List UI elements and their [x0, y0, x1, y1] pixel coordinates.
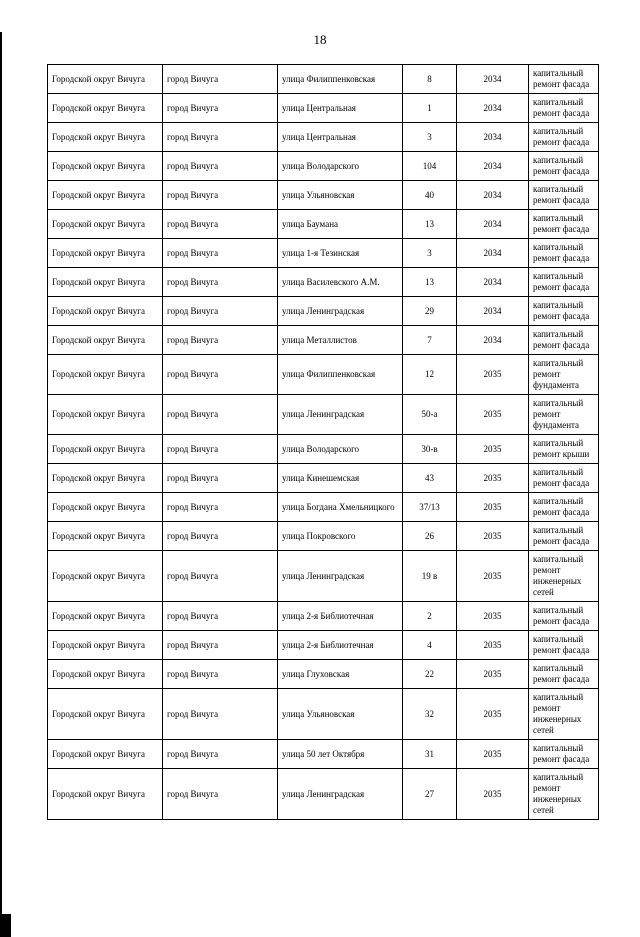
cell-street: улица Ленинградская [278, 769, 403, 820]
scan-artifact [0, 914, 11, 937]
cell-year: 2034 [457, 268, 529, 297]
cell-district: Городской округ Вичуга [48, 65, 163, 94]
cell-house: 7 [403, 326, 457, 355]
cell-year: 2035 [457, 769, 529, 820]
cell-street: улица Ленинградская [278, 551, 403, 602]
cell-house: 50-а [403, 395, 457, 435]
cell-city: город Вичуга [163, 152, 278, 181]
table-row [48, 268, 599, 297]
cell-year: 2035 [457, 631, 529, 660]
cell-work: капитальный ремонт фасада [529, 239, 599, 268]
cell-work: капитальный ремонт фасада [529, 522, 599, 551]
cell-street: улица Ленинградская [278, 395, 403, 435]
cell-street: улица Володарского [278, 435, 403, 464]
cell-year: 2035 [457, 602, 529, 631]
table-row [48, 689, 599, 740]
cell-district: Городской округ Вичуга [48, 268, 163, 297]
maintenance-table-body [48, 65, 599, 820]
cell-work: капитальный ремонт фасада [529, 152, 599, 181]
cell-street: улица Володарского [278, 152, 403, 181]
cell-district: Городской округ Вичуга [48, 395, 163, 435]
cell-street: улица Филиппенковская [278, 355, 403, 395]
cell-year: 2035 [457, 689, 529, 740]
cell-city: город Вичуга [163, 123, 278, 152]
table-row [48, 355, 599, 395]
cell-city: город Вичуга [163, 631, 278, 660]
cell-work: капитальный ремонт крыши [529, 435, 599, 464]
cell-city: город Вичуга [163, 551, 278, 602]
table-row [48, 602, 599, 631]
cell-city: город Вичуга [163, 65, 278, 94]
cell-year: 2034 [457, 210, 529, 239]
cell-year: 2034 [457, 152, 529, 181]
scan-edge-line [0, 32, 2, 937]
cell-city: город Вичуга [163, 602, 278, 631]
cell-street: улица 2-я Библиотечная [278, 602, 403, 631]
cell-street: улица Глуховская [278, 660, 403, 689]
cell-house: 12 [403, 355, 457, 395]
table-row [48, 769, 599, 820]
cell-house: 13 [403, 268, 457, 297]
cell-work: капитальный ремонт инженерных сетей [529, 689, 599, 740]
cell-year: 2034 [457, 239, 529, 268]
table-row [48, 522, 599, 551]
cell-house: 31 [403, 740, 457, 769]
cell-street: улица Баумана [278, 210, 403, 239]
cell-city: город Вичуга [163, 522, 278, 551]
cell-work: капитальный ремонт фасада [529, 94, 599, 123]
cell-house: 13 [403, 210, 457, 239]
cell-work: капитальный ремонт фасада [529, 268, 599, 297]
cell-year: 2035 [457, 395, 529, 435]
cell-district: Городской округ Вичуга [48, 152, 163, 181]
cell-district: Городской округ Вичуга [48, 181, 163, 210]
cell-house: 8 [403, 65, 457, 94]
cell-house: 30-в [403, 435, 457, 464]
cell-year: 2034 [457, 123, 529, 152]
table-row [48, 181, 599, 210]
cell-street: улица Ленинградская [278, 297, 403, 326]
table-row [48, 660, 599, 689]
cell-city: город Вичуга [163, 94, 278, 123]
cell-district: Городской округ Вичуга [48, 493, 163, 522]
cell-district: Городской округ Вичуга [48, 355, 163, 395]
cell-city: город Вичуга [163, 660, 278, 689]
cell-street: улица Металлистов [278, 326, 403, 355]
cell-work: капитальный ремонт фасада [529, 123, 599, 152]
cell-house: 26 [403, 522, 457, 551]
table-row [48, 152, 599, 181]
cell-city: город Вичуга [163, 493, 278, 522]
cell-house: 32 [403, 689, 457, 740]
cell-year: 2035 [457, 355, 529, 395]
cell-district: Городской округ Вичуга [48, 123, 163, 152]
cell-street: улица Кинешемская [278, 464, 403, 493]
table-row [48, 464, 599, 493]
cell-street: улица Василевского А.М. [278, 268, 403, 297]
cell-house: 29 [403, 297, 457, 326]
cell-city: город Вичуга [163, 464, 278, 493]
table-row [48, 239, 599, 268]
cell-work: капитальный ремонт фасада [529, 740, 599, 769]
maintenance-table [47, 64, 599, 820]
cell-work: капитальный ремонт фасада [529, 181, 599, 210]
cell-district: Городской округ Вичуга [48, 551, 163, 602]
cell-street: улица 50 лет Октября [278, 740, 403, 769]
cell-city: город Вичуга [163, 689, 278, 740]
cell-city: город Вичуга [163, 769, 278, 820]
cell-work: капитальный ремонт фасада [529, 65, 599, 94]
table-row [48, 631, 599, 660]
cell-house: 3 [403, 239, 457, 268]
cell-work: капитальный ремонт фундамента [529, 355, 599, 395]
cell-house: 22 [403, 660, 457, 689]
cell-work: капитальный ремонт фасада [529, 631, 599, 660]
cell-city: город Вичуга [163, 740, 278, 769]
cell-year: 2035 [457, 435, 529, 464]
cell-street: улица Центральная [278, 123, 403, 152]
cell-street: улица Ульяновская [278, 181, 403, 210]
cell-district: Городской округ Вичуга [48, 297, 163, 326]
cell-district: Городской округ Вичуга [48, 435, 163, 464]
cell-district: Городской округ Вичуга [48, 769, 163, 820]
table-row [48, 297, 599, 326]
cell-house: 4 [403, 631, 457, 660]
table-row [48, 435, 599, 464]
cell-house: 27 [403, 769, 457, 820]
cell-city: город Вичуга [163, 268, 278, 297]
table-row [48, 493, 599, 522]
cell-city: город Вичуга [163, 355, 278, 395]
cell-district: Городской округ Вичуга [48, 689, 163, 740]
cell-district: Городской округ Вичуга [48, 326, 163, 355]
cell-house: 3 [403, 123, 457, 152]
cell-street: улица Филиппенковская [278, 65, 403, 94]
cell-work: капитальный ремонт фасада [529, 660, 599, 689]
cell-district: Городской округ Вичуга [48, 210, 163, 239]
cell-city: город Вичуга [163, 210, 278, 239]
cell-city: город Вичуга [163, 297, 278, 326]
cell-city: город Вичуга [163, 326, 278, 355]
cell-street: улица 2-я Библиотечная [278, 631, 403, 660]
cell-city: город Вичуга [163, 435, 278, 464]
table-row [48, 210, 599, 239]
table-row [48, 395, 599, 435]
cell-house: 104 [403, 152, 457, 181]
cell-district: Городской округ Вичуга [48, 464, 163, 493]
cell-work: капитальный ремонт фасада [529, 464, 599, 493]
cell-city: город Вичуга [163, 395, 278, 435]
cell-year: 2035 [457, 522, 529, 551]
cell-street: улица Центральная [278, 94, 403, 123]
cell-work: капитальный ремонт фундамента [529, 395, 599, 435]
cell-work: капитальный ремонт инженерных сетей [529, 551, 599, 602]
cell-year: 2034 [457, 94, 529, 123]
cell-street: улица Богдана Хмельницкого [278, 493, 403, 522]
table-row [48, 123, 599, 152]
cell-street: улица Ульяновская [278, 689, 403, 740]
cell-city: город Вичуга [163, 239, 278, 268]
cell-work: капитальный ремонт фасада [529, 210, 599, 239]
cell-work: капитальный ремонт фасада [529, 297, 599, 326]
cell-district: Городской округ Вичуга [48, 94, 163, 123]
cell-year: 2035 [457, 464, 529, 493]
table-row [48, 94, 599, 123]
cell-year: 2035 [457, 493, 529, 522]
cell-district: Городской округ Вичуга [48, 239, 163, 268]
cell-house: 40 [403, 181, 457, 210]
cell-year: 2034 [457, 297, 529, 326]
cell-work: капитальный ремонт фасада [529, 493, 599, 522]
cell-year: 2035 [457, 551, 529, 602]
table-row [48, 551, 599, 602]
cell-house: 37/13 [403, 493, 457, 522]
cell-district: Городской округ Вичуга [48, 631, 163, 660]
cell-work: капитальный ремонт фасада [529, 602, 599, 631]
cell-year: 2034 [457, 326, 529, 355]
cell-street: улица 1-я Тезинская [278, 239, 403, 268]
cell-city: город Вичуга [163, 181, 278, 210]
cell-year: 2034 [457, 181, 529, 210]
cell-year: 2035 [457, 660, 529, 689]
cell-street: улица Покровского [278, 522, 403, 551]
cell-district: Городской округ Вичуга [48, 740, 163, 769]
cell-house: 2 [403, 602, 457, 631]
cell-district: Городской округ Вичуга [48, 602, 163, 631]
cell-work: капитальный ремонт фасада [529, 326, 599, 355]
table-row [48, 740, 599, 769]
table-row [48, 65, 599, 94]
cell-house: 43 [403, 464, 457, 493]
cell-house: 1 [403, 94, 457, 123]
cell-district: Городской округ Вичуга [48, 522, 163, 551]
table-row [48, 326, 599, 355]
cell-district: Городской округ Вичуга [48, 660, 163, 689]
cell-work: капитальный ремонт инженерных сетей [529, 769, 599, 820]
cell-year: 2035 [457, 740, 529, 769]
cell-year: 2034 [457, 65, 529, 94]
page-number: 18 [313, 32, 327, 47]
cell-house: 19 в [403, 551, 457, 602]
